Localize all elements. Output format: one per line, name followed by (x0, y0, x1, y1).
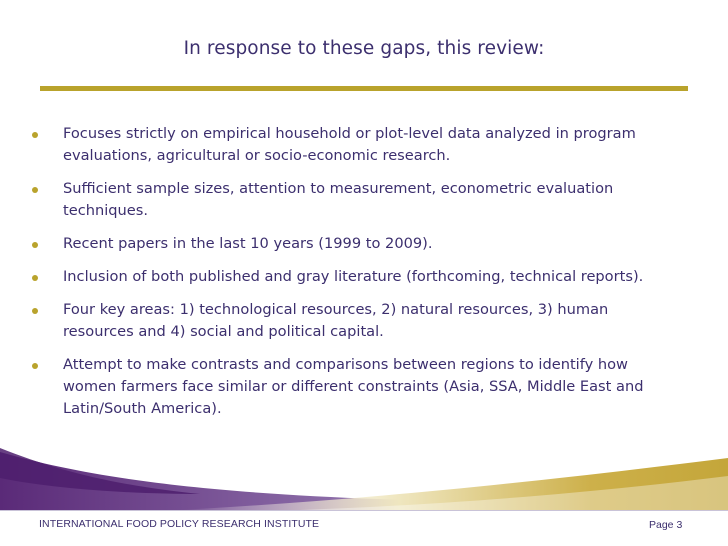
footer-organization: INTERNATIONAL FOOD POLICY RESEARCH INSTITUTE (39, 518, 320, 530)
title-divider (40, 86, 688, 91)
divider-dot-right (684, 87, 688, 91)
bullet-dot-icon (32, 308, 38, 314)
divider-dot-left (40, 87, 44, 91)
bullet-text: Attempt to make contrasts and comparisons between regions to identify how women farmers face similar or different constraints (Asia, SSA, Middle East and Latin/South America). (63, 356, 644, 417)
bullet-item (32, 233, 672, 255)
bullet-text: Focuses strictly on empirical household or plot-level data analyzed in program evaluations, agricultural or socio-economic research. (63, 125, 636, 164)
footer-divider (0, 510, 728, 511)
bullet-text: Inclusion of both published and gray literature (forthcoming, technical reports). (63, 268, 644, 285)
bullet-item (32, 266, 672, 288)
bullet-item (32, 299, 672, 343)
bullet-dot-icon (32, 363, 38, 369)
bullet-text: Sufficient sample sizes, attention to measurement, econometric evaluation techniques. (63, 180, 614, 219)
bullet-text: Recent papers in the last 10 years (1999 to 2009). (63, 235, 433, 252)
bullet-item (32, 178, 672, 222)
bullet-dot-icon (32, 242, 38, 248)
bullet-dot-icon (32, 275, 38, 281)
bullet-dot-icon (32, 187, 38, 193)
bullet-dot-icon (32, 132, 38, 138)
slide-title: In response to these gaps, this review: (183, 38, 545, 59)
swoosh-graphic (0, 448, 728, 510)
bullet-list (32, 123, 672, 431)
page-number: Page 3 (649, 519, 683, 531)
bullet-item (32, 123, 672, 167)
footer-swoosh (0, 448, 728, 510)
bullet-item (32, 354, 672, 420)
bullet-text: Four key areas: 1) technological resources, 2) natural resources, 3) human resources and 4) social and political capital. (63, 301, 609, 340)
